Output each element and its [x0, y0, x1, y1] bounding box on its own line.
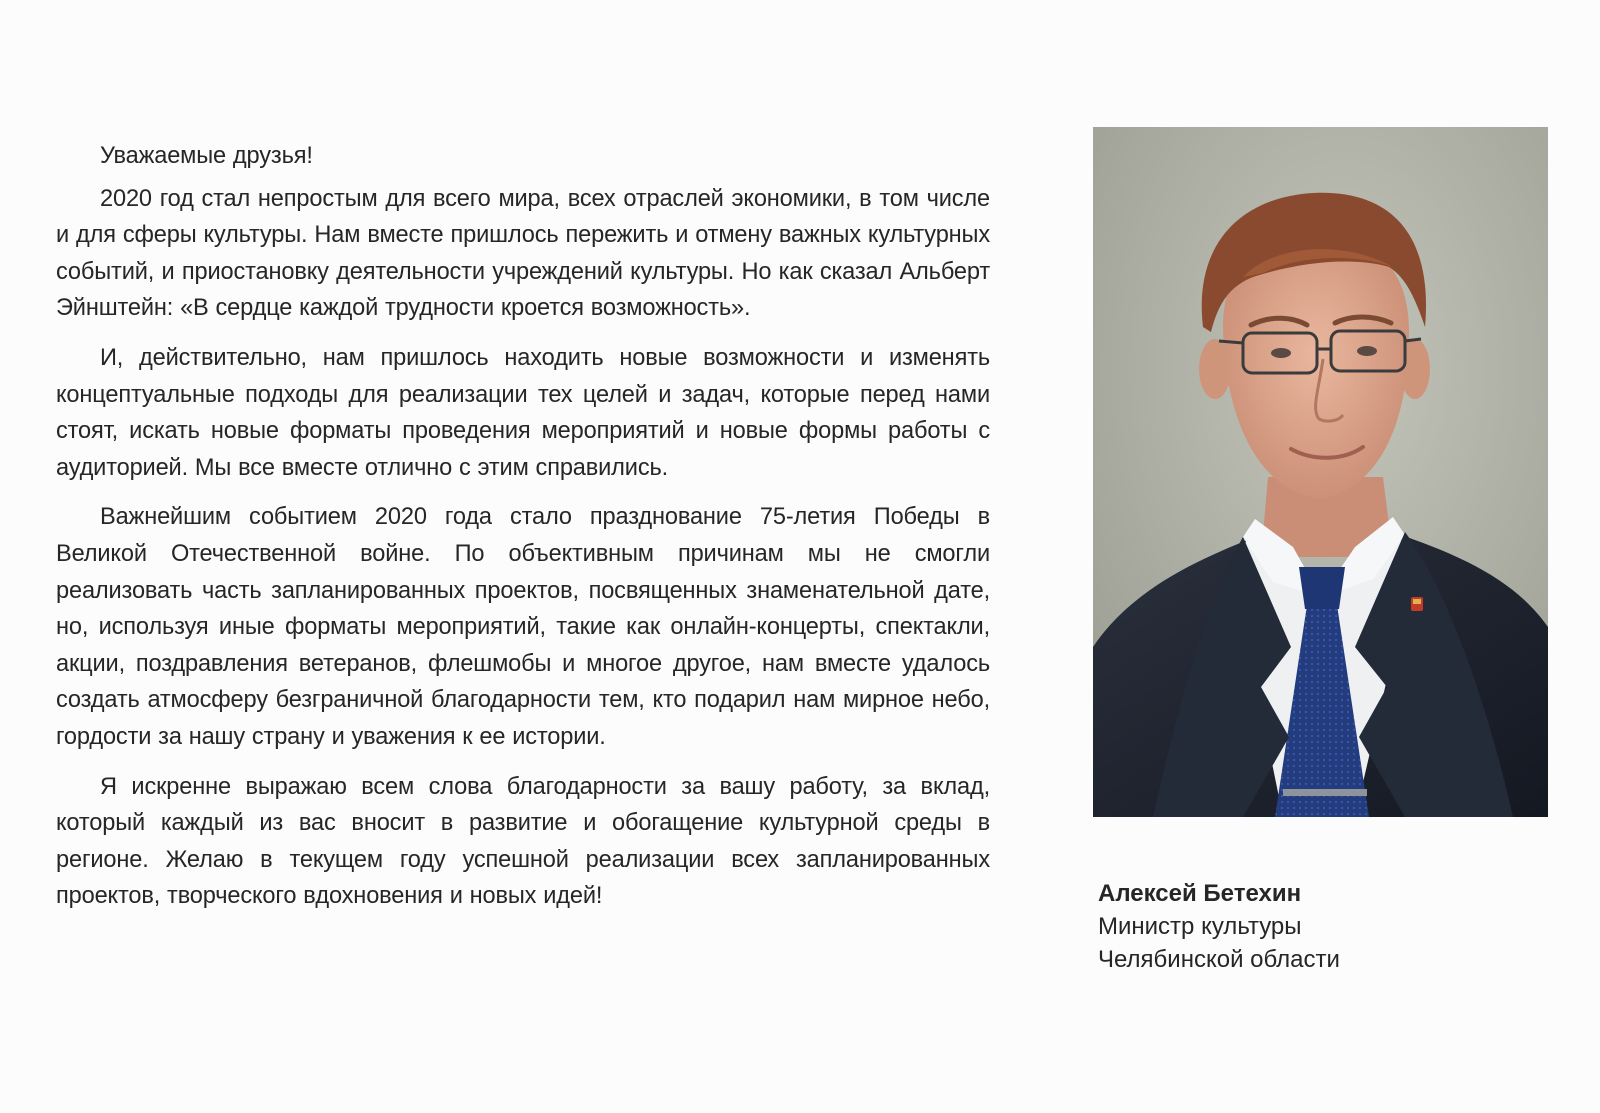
letter-paragraph-2: И, действительно, нам пришлось находить новые возможности и изменять концептуальные подходы для реализации тех целей и задач, которые перед нами стоят, искать новые форматы проведения мероприятий и новые формы работы с аудиторией. Мы все вместе отлично с этим справились.	[56, 344, 990, 481]
letter-paragraph-1: 2020 год стал непростым для всего мира, всех отраслей экономики, в том числе и для сферы культуры. Нам вместе пришлось пережить и отмену важных культурных событий, и приостановку деятельности учреждений культуры. Но как сказал Альберт Эйнштейн: «В сердце каждой трудности кроется возможность».	[56, 185, 990, 322]
portrait-illustration	[1093, 127, 1548, 817]
portrait-photo	[1093, 127, 1548, 817]
letter-greeting: Уважаемые друзья!	[100, 143, 313, 169]
letter-text	[56, 138, 990, 928]
portrait-caption	[1098, 877, 1558, 976]
letter-paragraph-3: Важнейшим событием 2020 года стало празднование 75-летия Победы в Великой Отечественной войне. По объективным причинам мы не смогли реализовать часть запланированных проектов, посвященных знаменательной дате, но, используя иные форматы мероприятий, такие как онлайн-концерты, спектакли, акции, поздравления ветеранов, флешмобы и многое другое, нам вместе удалось создать атмосферу безграничной благодарности тем, кто подарил нам мирное небо, гордости за нашу страну и уважения к ее истории.	[56, 504, 990, 750]
letter-paragraph-4: Я искренне выражаю всем слова благодарности за вашу работу, за вклад, который каждый из вас вносит в развитие и обогащение культурной среды в регионе. Желаю в текущем году успешной реализации всех запланированных проектов, творческого вдохновения и новых идей!	[56, 773, 990, 910]
caption-position: Министр культуры	[1098, 913, 1302, 940]
caption-name: Алексей Бетехин	[1098, 880, 1302, 907]
caption-region: Челябинской области	[1098, 946, 1340, 973]
